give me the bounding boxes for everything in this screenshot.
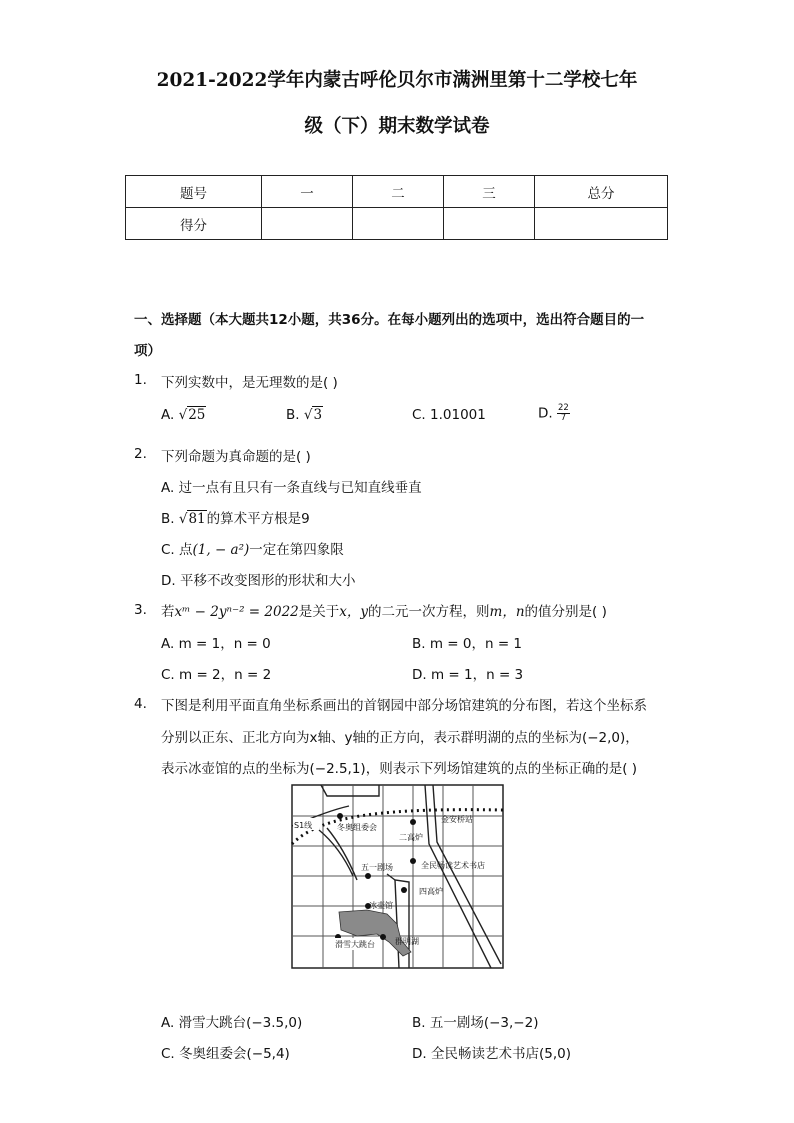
- section-heading: 一、选择题（本大题共12小题，共36分。在每小题列出的选项中，选出符合题目的一: [134, 312, 645, 328]
- question-1-option-b[interactable]: [286, 407, 323, 423]
- question-number: 3.: [134, 602, 147, 618]
- map-label-huaxue: 滑雪大跳台: [335, 940, 375, 949]
- venue-map-figure: [291, 784, 505, 970]
- map-label-binghu: 冰壶馆: [369, 901, 393, 910]
- score-cell[interactable]: [353, 208, 444, 240]
- sqrt-expression: √25: [178, 407, 206, 423]
- question-number: 1.: [134, 372, 147, 388]
- option-label: C. 点: [161, 542, 193, 558]
- map-label-s1: S1线: [294, 821, 313, 830]
- map-label-quanmin: 全民畅读艺术书店: [421, 861, 485, 870]
- question-number: 4.: [134, 696, 147, 712]
- page-title-line1: 2021-2022学年内蒙古呼伦贝尔市满洲里第十二学校七年: [156, 70, 638, 91]
- map-label-qunming: 群明湖: [395, 937, 419, 946]
- question-1-option-c[interactable]: C. 1.01001: [412, 407, 486, 423]
- score-table: [125, 175, 668, 240]
- score-header-cell: 二: [353, 176, 444, 208]
- option-label: D.: [538, 405, 553, 422]
- question-3-option-c[interactable]: C. m = 2，n = 2: [161, 667, 272, 683]
- stem-text: 是关于: [298, 604, 340, 620]
- score-table-header-row: [126, 176, 668, 208]
- score-header-cell: 题号: [126, 176, 262, 208]
- sqrt-expression: √3: [303, 407, 323, 423]
- map-label-jinan: 金安桥站: [441, 815, 473, 824]
- radicand: 3: [313, 407, 323, 423]
- question-number: 2.: [134, 446, 147, 462]
- variables: x，y: [339, 604, 369, 620]
- page-title-line2: 级（下）期末数学试卷: [304, 116, 490, 137]
- question-4-option-b[interactable]: B. 五一剧场(−3,−2): [412, 1015, 539, 1031]
- option-label: A.: [161, 407, 175, 423]
- question-2-option-c[interactable]: [161, 538, 344, 558]
- question-3-option-a[interactable]: A. m = 1，n = 0: [161, 636, 271, 652]
- question-3-option-b[interactable]: B. m = 0，n = 1: [412, 636, 523, 652]
- fraction: [557, 404, 570, 423]
- numerator: 22: [557, 403, 569, 413]
- question-3-stem: [161, 600, 607, 620]
- question-4-stem-line1: 下图是利用平面直角坐标系画出的首钢园中部分场馆建筑的分布图，若这个坐标系: [161, 698, 647, 714]
- score-header-cell: 一: [262, 176, 353, 208]
- stem-text: 若: [161, 604, 175, 620]
- stem-text: 的值分别是( ): [524, 604, 607, 620]
- map-label-dongao: 冬奥组委会: [337, 823, 377, 832]
- radicand: 81: [188, 511, 206, 527]
- stem-text: 的二元一次方程，则: [368, 604, 490, 620]
- option-label: B.: [161, 511, 175, 527]
- map-label-sihaolu: 四高炉: [419, 887, 443, 896]
- score-table-score-row: [126, 208, 668, 240]
- radicand: 25: [188, 407, 206, 423]
- question-2-option-a[interactable]: A. 过一点有且只有一条直线与已知直线垂直: [161, 480, 422, 496]
- sqrt-expression: √81: [178, 511, 206, 527]
- point-expression: (1, − a²): [192, 542, 250, 558]
- question-4-stem-line2: 分别以正东、正北方向为x轴、y轴的正方向，表示群明湖的点的坐标为(−2,0)，: [161, 730, 639, 746]
- question-2-option-d[interactable]: D. 平移不改变图形的形状和大小: [161, 573, 356, 589]
- score-header-cell: 总分: [535, 176, 668, 208]
- score-cell[interactable]: [444, 208, 535, 240]
- option-text: 一定在第四象限: [249, 542, 344, 558]
- question-4-option-a[interactable]: A. 滑雪大跳台(−3.5,0): [161, 1015, 303, 1031]
- question-2-option-b[interactable]: [161, 507, 310, 527]
- section-heading-cont: 项）: [134, 343, 161, 359]
- score-cell[interactable]: [262, 208, 353, 240]
- question-4-stem-line3: 表示冰壶馆的点的坐标为(−2.5,1)，则表示下列场馆建筑的点的坐标正确的是( ): [161, 761, 638, 777]
- question-1-stem: 下列实数中，是无理数的是( ): [161, 375, 338, 391]
- question-2-stem: 下列命题为真命题的是( ): [161, 449, 311, 465]
- map-label-wuyi: 五一剧场: [361, 863, 393, 872]
- question-3-option-d[interactable]: D. m = 1，n = 3: [412, 667, 524, 683]
- map-label-erhaolu: 二高炉: [399, 833, 423, 842]
- score-header-cell: 三: [444, 176, 535, 208]
- question-1-option-d[interactable]: [538, 404, 570, 423]
- score-cell[interactable]: [535, 208, 668, 240]
- score-row-label: 得分: [126, 208, 262, 240]
- variables: m，n: [489, 604, 525, 620]
- question-4-option-c[interactable]: C. 冬奥组委会(−5,4): [161, 1046, 290, 1062]
- question-1-option-a[interactable]: [161, 407, 206, 423]
- question-4-option-d[interactable]: D. 全民畅读艺术书店(5,0): [412, 1046, 571, 1062]
- denominator: 7: [560, 413, 567, 423]
- option-text: 的算术平方根是9: [206, 511, 310, 527]
- equation: xᵐ − 2yⁿ⁻² = 2022: [174, 604, 299, 620]
- option-label: B.: [286, 407, 300, 423]
